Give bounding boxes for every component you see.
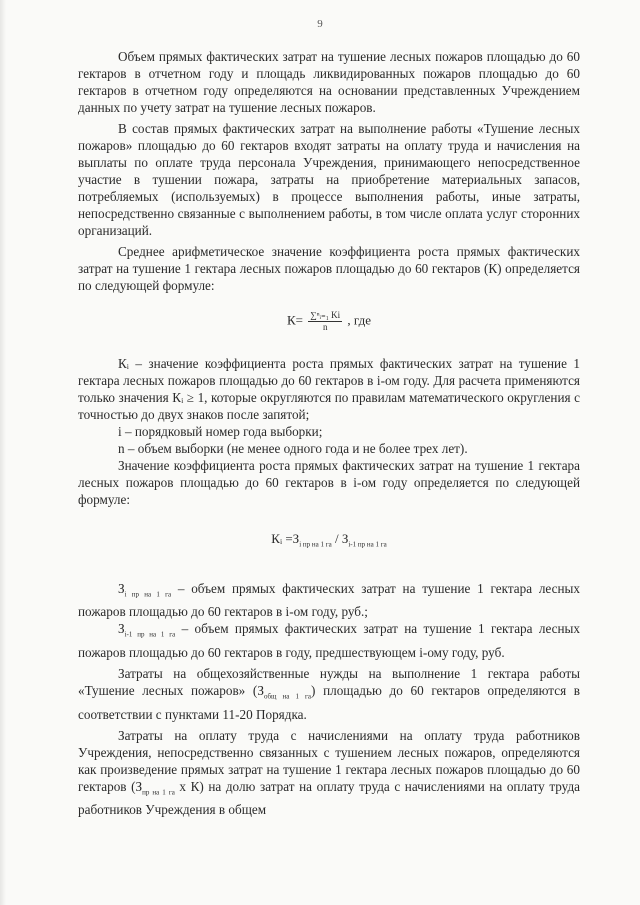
- formula-average-coefficient: [78, 310, 580, 333]
- formula-lhs: К=: [287, 312, 304, 328]
- formula2-sub-previous: i-1 пр на 1 га: [348, 540, 387, 549]
- formula2-divider: / З: [331, 531, 349, 546]
- page-number: 9: [317, 18, 323, 30]
- paragraph-growth-coefficient-intro: Среднее арифметическое значение коэффициента роста прямых фактических затрат на тушение 1 гектара лесных пожаров площадью до 60 гектаров (К) определяется по следующей формуле:: [78, 244, 580, 293]
- symbol-sub: пр на 1 га: [142, 788, 175, 797]
- formula2-lhs: Кᵢ =З: [271, 531, 300, 546]
- text-after: ) площадью до 60 гектаров определяются в соответствии с пунктами 11-20 Порядка.: [78, 682, 581, 722]
- symbol-z: З: [118, 580, 125, 596]
- formula-fraction: [308, 310, 342, 333]
- definition-cost-current-year: [78, 580, 580, 621]
- symbol-z-sub: i-1 пр на 1 га: [124, 630, 176, 639]
- paragraph-direct-costs-source: Объем прямых фактических затрат на тушение лесных пожаров площадью до 60 гектаров в отчетном году и площадь ликвидированных пожаров площадью до 60 гектаров в отчетном году определяются на основании представленных Учреждением данных по учету затрат на тушение лесных пожаров.: [78, 49, 580, 115]
- formula-suffix: , где: [347, 312, 371, 328]
- paragraph-yearly-coefficient-intro: Значение коэффициента роста прямых фактических затрат на тушение 1 гектара лесных пожаров площадью до 60 гектаров в i-ом году определяется по следующей формуле:: [78, 458, 580, 507]
- symbol-z: З: [118, 621, 125, 637]
- definition-text: – объем прямых фактических затрат на тушение 1 гектара лесных пожаров площадью до 60 гектаров в году, предшествующем i-ому году, руб.: [78, 621, 580, 660]
- symbol-z-sub: i пр на 1 га: [124, 590, 172, 599]
- text-before: Затраты на оплату труда с начислениями на оплату труда работников Учреждения, непосредственно связанных с тушением лесных пожаров, определяются как произведение прямых затрат на тушение 1 гектара лесных пожаров площадью до 60 гектаров (З: [78, 727, 580, 794]
- paragraph-labor-costs: [78, 727, 580, 819]
- definition-i: i – порядковый номер года выборки;: [118, 424, 323, 439]
- formula-yearly-coefficient: [78, 530, 580, 554]
- formula-numerator: ∑ⁿᵢ₌₁ Ki: [310, 310, 341, 320]
- text-after: х К) на долю затрат на оплату труда с начислениями на оплату труда работников Учреждения в общем: [78, 778, 581, 818]
- formula-denominator: n: [322, 322, 328, 332]
- paragraph-general-costs: [78, 665, 580, 723]
- definition-n: n – объем выборки (не менее одного года и не более трех лет).: [118, 441, 468, 456]
- definition-ki: Кᵢ – значение коэффициента роста прямых фактических затрат на тушение 1 гектара лесных пожаров площадью до 60 гектаров в i-ом году. Для расчета применяются только значения Кᵢ ≥ 1, которые округляются по правилам математического округления с точностью до двух знаков после запятой;: [78, 356, 580, 422]
- text-before: Затраты на общехозяйственные нужды на выполнение 1 гектара работы «Тушение лесных пожаров» (З: [78, 665, 580, 698]
- symbol-sub: общ на 1 га: [263, 692, 312, 701]
- definition-text: – объем прямых фактических затрат на тушение 1 гектара лесных пожаров площадью до 60 гектаров в i-ом году, руб.;: [78, 580, 580, 620]
- definition-cost-previous-year: [78, 620, 580, 661]
- formula2-sub-current: i пр на 1 га: [299, 540, 332, 549]
- paragraph-direct-costs-composition: В состав прямых фактических затрат на выполнение работы «Тушение лесных пожаров» площадью до 60 гектаров входят затраты на оплату труда и начисления на выплаты по оплате труда персонала Учреждения, принимающего непосредственное участие в тушении пожара, затраты на приобретение материальных запасов, потребляемых (используемых) в процессе выполнения работы, иные затраты, непосредственно связанные с выполнением работы, в том числе оплата услуг сторонних организаций.: [78, 121, 580, 238]
- document-body: [78, 48, 580, 818]
